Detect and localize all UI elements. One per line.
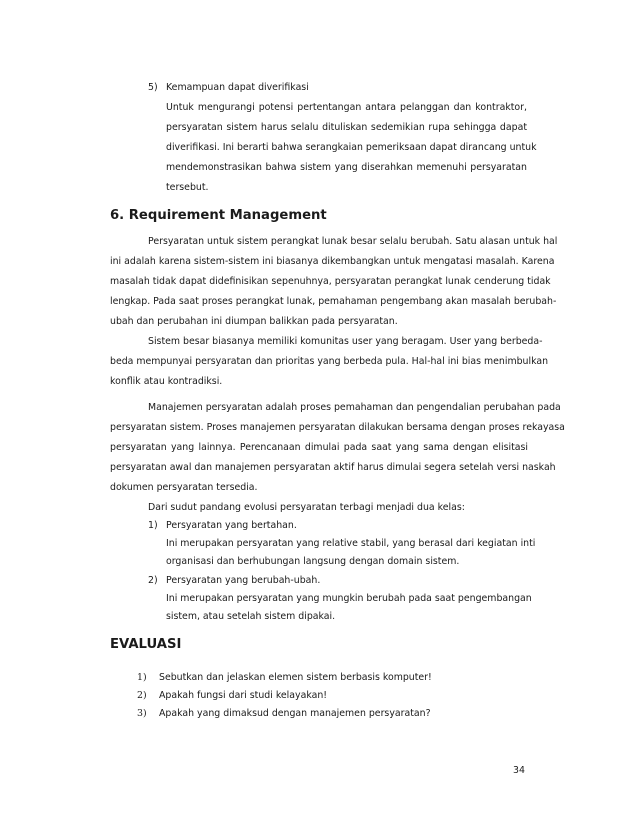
paragraph-line: Ini merupakan persyaratan yang mungkin berubah pada saat pengembangan bbox=[166, 593, 532, 604]
paragraph-line: diverifikasi. Ini berarti bahwa serangkaian pemeriksaan dapat dirancang untuk bbox=[166, 142, 537, 153]
paragraph-line: tersebut. bbox=[166, 182, 209, 193]
list-item-title: Persyaratan yang berubah-ubah. bbox=[166, 575, 321, 586]
question-text: Sebutkan dan jelaskan elemen sistem berbasis komputer! bbox=[159, 672, 432, 683]
list-number: 1) bbox=[148, 520, 158, 531]
list-number: 2) bbox=[148, 575, 158, 586]
paragraph-line: Sistem besar biasanya memiliki komunitas user yang beragam. User yang berbeda- bbox=[148, 336, 543, 347]
paragraph-line: Untuk mengurangi potensi pertentangan antara pelanggan dan kontraktor, bbox=[166, 102, 527, 113]
paragraph-line: ini adalah karena sistem-sistem ini biasanya dikembangkan untuk mengatasi masalah. Karena bbox=[110, 256, 555, 267]
question-number: 1) bbox=[137, 672, 147, 683]
paragraph-line: masalah tidak dapat didefinisikan sepenuhnya, persyaratan perangkat lunak cenderung tidak bbox=[110, 276, 551, 287]
question-number: 2) bbox=[137, 690, 147, 701]
paragraph-line: lengkap. Pada saat proses perangkat lunak, pemahaman pengembang akan masalah berubah- bbox=[110, 296, 557, 307]
paragraph-line: ubah dan perubahan ini diumpan balikkan pada persyaratan. bbox=[110, 316, 398, 327]
paragraph-line: persyaratan sistem. Proses manajemen persyaratan dilakukan bersama dengan proses rekayasa bbox=[110, 422, 565, 433]
question-text: Apakah fungsi dari studi kelayakan! bbox=[159, 690, 328, 701]
paragraph-line: mendemonstrasikan bahwa sistem yang diserahkan memenuhi persyaratan bbox=[166, 162, 527, 173]
paragraph-line: persyaratan sistem harus selalu dituliskan sedemikian rupa sehingga dapat bbox=[166, 122, 527, 133]
paragraph-line: sistem, atau setelah sistem dipakai. bbox=[166, 611, 336, 622]
paragraph-line: Manajemen persyaratan adalah proses pemahaman dan pengendalian perubahan pada bbox=[148, 402, 561, 413]
paragraph-line: konflik atau kontradiksi. bbox=[110, 376, 223, 387]
paragraph-line: dokumen persyaratan tersedia. bbox=[110, 482, 258, 493]
page-number: 34 bbox=[513, 765, 525, 776]
paragraph-line: Persyaratan untuk sistem perangkat lunak besar selalu berubah. Satu alasan untuk hal bbox=[148, 236, 558, 247]
paragraph-line: Ini merupakan persyaratan yang relative stabil, yang berasal dari kegiatan inti bbox=[166, 538, 536, 549]
list-item-title: Persyaratan yang bertahan. bbox=[166, 520, 297, 531]
paragraph-line: beda mempunyai persyaratan dan prioritas yang berbeda pula. Hal-hal ini bias menimbulkan bbox=[110, 356, 549, 367]
paragraph-line: organisasi dan berhubungan langsung dengan domain sistem. bbox=[166, 556, 460, 567]
section-heading: 6. Requirement Management bbox=[110, 208, 327, 223]
evaluasi-heading: EVALUASI bbox=[110, 637, 182, 652]
list-item-title: Kemampuan dapat diverifikasi bbox=[166, 82, 309, 93]
paragraph-line: persyaratan yang lainnya. Perencanaan dimulai pada saat yang sama dengan elisitasi bbox=[110, 442, 528, 453]
question-text: Apakah yang dimaksud dengan manajemen persyaratan? bbox=[159, 708, 431, 719]
paragraph-line: persyaratan awal dan manajemen persyaratan aktif harus dimulai segera setelah versi naskah bbox=[110, 462, 556, 473]
question-number: 3) bbox=[137, 708, 147, 719]
list-number: 5) bbox=[148, 82, 158, 93]
classes-intro: Dari sudut pandang evolusi persyaratan terbagi menjadi dua kelas: bbox=[148, 502, 465, 513]
